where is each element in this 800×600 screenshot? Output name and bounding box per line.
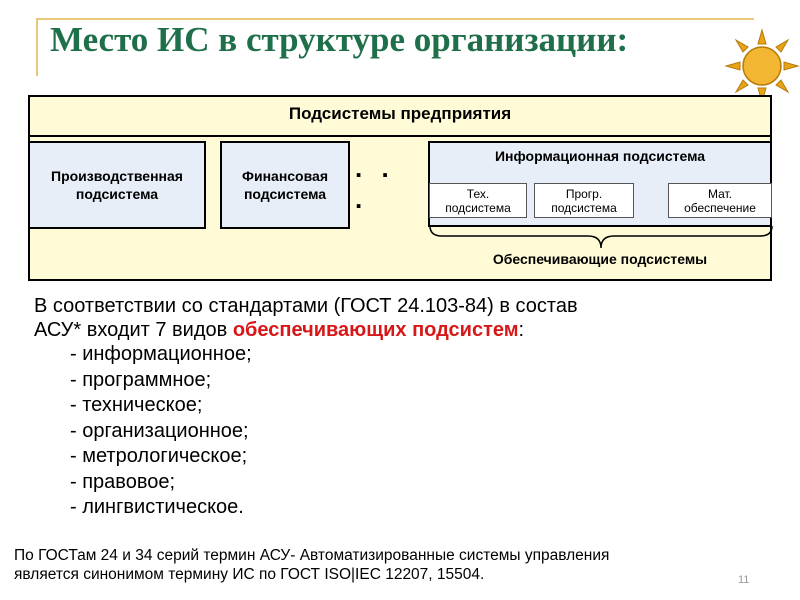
- finance-line-2: подсистема: [243, 186, 327, 202]
- information-subsystem-title: Информационная подсистема: [494, 148, 706, 164]
- support-brace: [428, 224, 774, 250]
- page-number: 11: [738, 574, 750, 586]
- ellipsis: . . .: [355, 153, 395, 214]
- list-item: - техническое;: [70, 394, 203, 416]
- tech-line-1: Тех.: [466, 186, 490, 201]
- tech-subsystem-box: [429, 183, 527, 218]
- list-item: - метрологическое;: [70, 445, 248, 467]
- support-types-list: [34, 342, 774, 521]
- progr-line-2: подсистема: [551, 200, 617, 215]
- mat-line-1: Мат.: [707, 186, 733, 201]
- footnote: [14, 546, 794, 584]
- finance-line-1: Финансовая: [242, 168, 328, 184]
- slide-title: Место ИС в структуре организации:: [50, 20, 629, 59]
- list-item: - организационное;: [70, 419, 249, 442]
- software-subsystem-box: [534, 183, 634, 218]
- standards-line-1: В соответствии со стандартами (ГОСТ 24.103-84) в состав: [34, 295, 578, 317]
- progr-line-1: Прогр.: [565, 186, 603, 201]
- list-item: - информационное;: [70, 343, 252, 365]
- math-support-box: [668, 183, 772, 218]
- header-divider: [28, 135, 772, 137]
- standards-text: [34, 294, 774, 521]
- standards-line-2-suffix: :: [518, 319, 525, 341]
- production-line-2: подсистема: [75, 186, 159, 202]
- support-subsystems-highlight: обеспечивающих подсистем: [232, 319, 519, 341]
- list-item: - программное;: [70, 368, 212, 391]
- sun-icon: [724, 28, 800, 104]
- finance-subsystem-box: [220, 141, 350, 229]
- mat-line-2: обеспечение: [684, 200, 756, 215]
- footnote-line-1: По ГОСТам 24 и 34 серий термин АСУ- Автоматизированные системы управления: [14, 547, 610, 564]
- footnote-line-2: является синонимом термину ИС по ГОСТ ISO|IEC 12207, 15504.: [14, 566, 485, 583]
- list-item: - правовое;: [70, 470, 176, 493]
- support-subsystems-label: Обеспечивающие подсистемы: [492, 251, 708, 267]
- standards-line-2-prefix: АСУ* входит 7 видов: [34, 319, 233, 341]
- production-line-1: Производственная: [51, 168, 183, 184]
- list-item: - лингвистическое.: [70, 496, 244, 518]
- production-subsystem-box: [28, 141, 206, 229]
- enterprise-subsystems-title: Подсистемы предприятия: [288, 104, 512, 123]
- tech-line-2: подсистема: [445, 200, 511, 215]
- standards-line-2: [34, 318, 774, 342]
